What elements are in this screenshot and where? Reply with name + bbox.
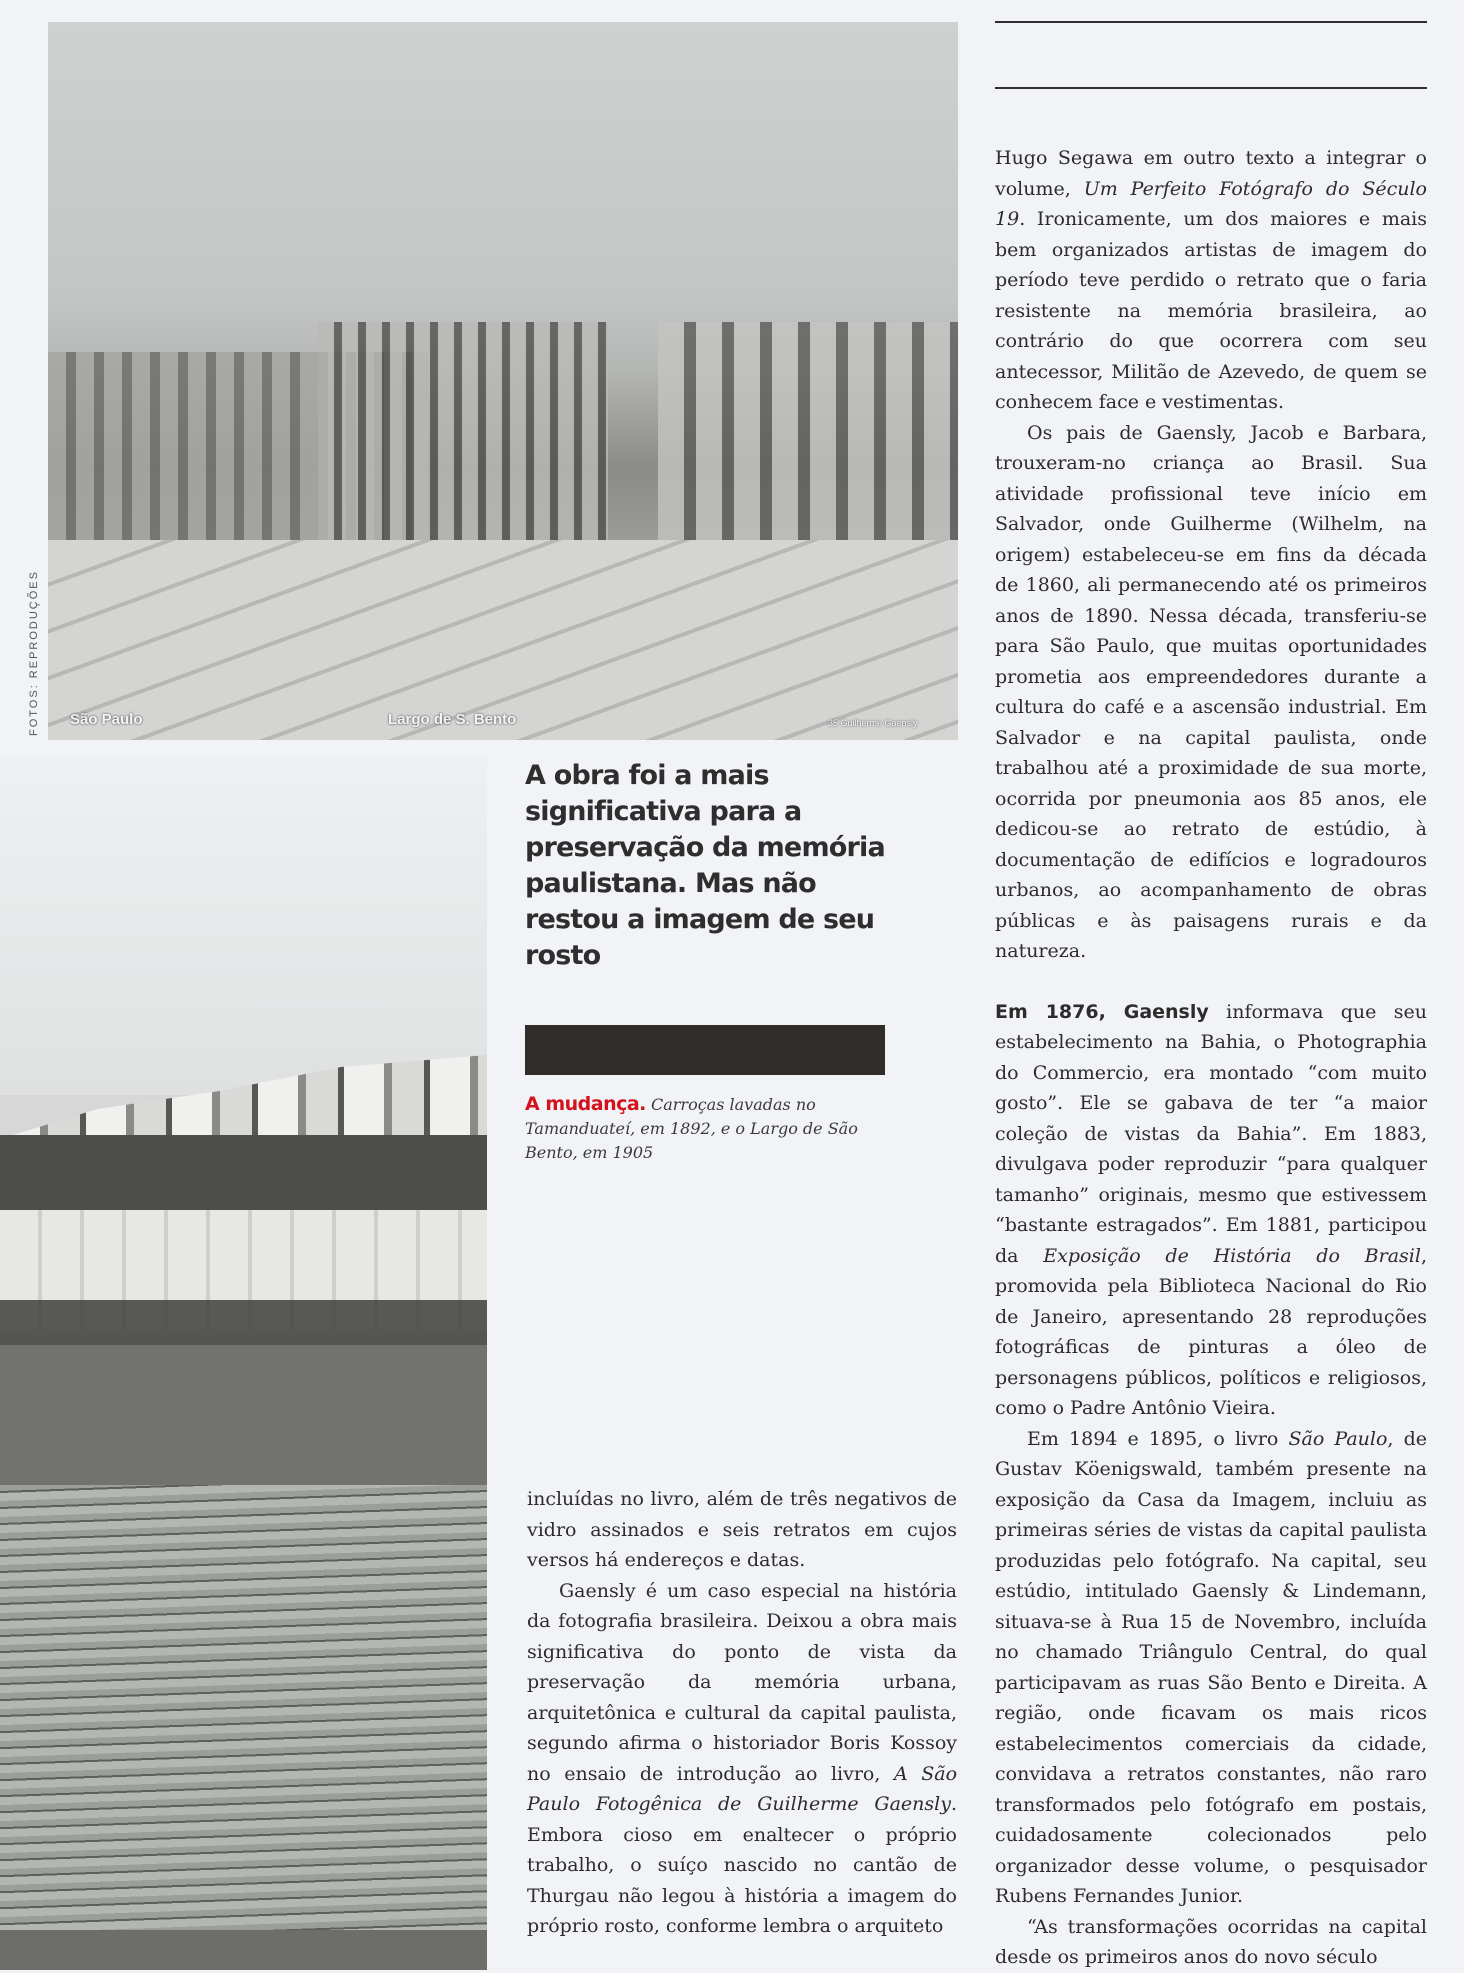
photo-sky: [0, 755, 487, 1095]
paragraph: incluídas no livro, além de três negativos de vidro assinados e seis retratos em cujos versos há endereços e datas.: [527, 1488, 957, 1571]
article-column-middle: [527, 1484, 957, 1942]
paragraph: Os pais de Gaensly, Jacob e Barbara, trouxeram-no criança ao Brasil. Sua atividade profissional teve início em Salvador, onde Guilherme (Wilhelm, na origem) estabeleceu-se em fins da década de 1860, ali permanecendo até os primeiros anos de 1890. Nessa década, transferiu-se para São Paulo, que muitas oportunidades prometia aos empreendedores durante a cultura do café e a ascensão industrial. Em Salvador e na capital paulista, onde trabalhou até a proximidade de sua morte, ocorrida por pneumonia aos 85 anos, ele dedicou-se ao retrato de estúdio, à documentação de edifícios e logradouros urbanos, ao acompanhamento de obras públicas e às paisagens rurais e da natureza.: [995, 421, 1427, 962]
top-rule: [995, 21, 1427, 23]
text-run: , de Gustav Köenigswald, também presente na exposição da Casa da Imagem, incluiu as primeiras séries de vistas da capital paulista produzidas pelo fotógrafo. Na capital, seu estúdio, intitulado Gaensly & Lindemann, situava-se à Rua 15 de Novembro, incluída no chamado Triângulo Central, do qual participavam as ruas São Bento e Direita. A região, onde ficavam os mais ricos estabelecimentos comerciais da cidade, convidava a retratos constantes, não raro transformados pelo fotógrafo em postais, cuidadosamente colecionados pelo organizador desse volume, o pesquisador Rubens Fernandes Junior.: [995, 1427, 1427, 1907]
photo-building-right: [658, 322, 958, 572]
book-title: A São Paulo Fotogênica de Guilherme Gaensly: [527, 1762, 958, 1815]
section-lead: Em 1876, Gaensly: [995, 1000, 1209, 1023]
caption-text: Carroças lavadas no Tamanduateí, em 1892, e o Largo de São Bento, em 1905: [525, 1095, 858, 1162]
photo-credit: FOTOS: REPRODUÇÕES: [28, 570, 40, 736]
text-run: . Embora cioso em enaltecer o próprio trabalho, o suíço nascido no cantão de Thurgau não legou à história a imagem do próprio rosto, conforme lembra o arquiteto: [527, 1793, 957, 1937]
text-run: , promovida pela Biblioteca Nacional do Rio de Janeiro, apresentando 28 reproduções fotográficas de pinturas a óleo de personagens públicos, políticos e religiosos, como o Padre Antônio Vieira.: [995, 1244, 1427, 1419]
paragraph: “As transformações ocorridas na capital desde os primeiros anos do novo século: [995, 1915, 1427, 1968]
text-run: Em 1894 e 1895, o livro: [1027, 1427, 1289, 1450]
photo-street: [48, 540, 958, 740]
photo-tamanduatei: [0, 755, 487, 1970]
photo-building-middle: [318, 322, 608, 552]
photo-label-signature: 35 Guilherme Gaensly: [828, 718, 918, 728]
paragraph: [527, 1576, 957, 1942]
photo-ground: [0, 1345, 487, 1485]
text-run: Hugo Segawa em outro texto a integrar o volume,: [995, 147, 1427, 200]
photo-hill: [0, 1135, 487, 1215]
section-break: [995, 967, 1427, 997]
decorative-bar: [525, 1025, 885, 1075]
caption-title: A mudança.: [525, 1093, 646, 1115]
photo-caption: [525, 1092, 885, 1165]
paragraph: [995, 1424, 1427, 1912]
article-column-right: [995, 143, 1427, 1973]
photo-river: [0, 1485, 487, 1935]
text-run: informava que seu estabelecimento na Bahia, o Photographia do Commercio, era montado “com muito gosto”. Ele se gabava de ter “a maior coleção de vistas da Bahia”. Em 1883, divulgava poder reproduzir “para qualquer tamanho” originais, mesmo que estivessem “bastante estragados”. Em 1881, participou da: [995, 1000, 1427, 1267]
text-run: Gaensly é um caso especial na história da fotografia brasileira. Deixou a obra mais significativa do ponto de vista da preservação da memória urbana, arquitetônica e cultural da capital paulista, segundo afirma o historiador Boris Kossoy no ensaio de introdução ao livro,: [527, 1579, 957, 1785]
paragraph: [995, 143, 1427, 418]
text-run: . Ironicamente, um dos maiores e mais bem organizados artistas de imagem do período teve perdido o retrato que o faria resistente na memória brasileira, ao contrário do que ocorrera com seu antecessor, Militão de Azevedo, de quem se conhecem face e vestimentas.: [995, 208, 1427, 413]
photo-label-sao-paulo: São Paulo: [70, 711, 143, 728]
photo-label-largo: Largo de S. Bento: [388, 711, 517, 728]
text-title: Um Perfeito Fotógrafo do Século 19: [995, 177, 1427, 230]
pull-quote: A obra foi a mais significativa para a preservação da memória paulistana. Mas não restou a imagem de seu rosto: [525, 760, 885, 971]
exhibition-title: Exposição de História do Brasil: [1043, 1244, 1421, 1267]
book-title: São Paulo: [1288, 1427, 1388, 1450]
second-rule: [995, 87, 1427, 89]
paragraph: [995, 997, 1427, 1424]
photo-carts: [0, 1300, 487, 1345]
photo-largo-sao-bento: [48, 22, 958, 740]
photo-shore: [0, 1930, 487, 1970]
